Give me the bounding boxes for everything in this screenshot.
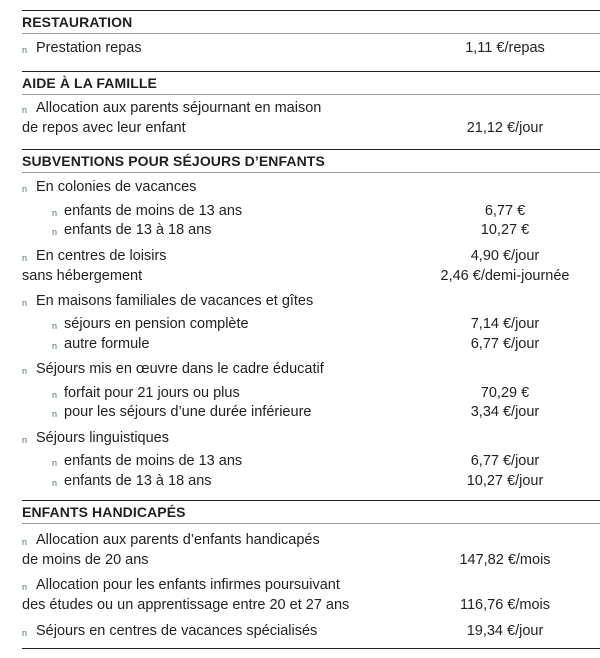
bullet-icon: n bbox=[22, 298, 28, 308]
item-label-line1: En centres de loisirs bbox=[36, 248, 167, 264]
sub-item-value: 3,34 €/jour bbox=[470, 404, 540, 420]
item-label: Séjours mis en œuvre dans le cadre éducatif bbox=[36, 361, 324, 377]
sub-bullet-icon: n bbox=[52, 458, 58, 468]
bullet-icon: n bbox=[22, 45, 28, 55]
sub-bullet-icon: n bbox=[52, 341, 58, 351]
item-label: Séjours linguistiques bbox=[36, 430, 169, 446]
sub-item-label: enfants de 13 à 18 ans bbox=[64, 222, 212, 238]
section-top-rule bbox=[22, 10, 600, 11]
bullet-icon: n bbox=[22, 435, 28, 445]
bullet-icon: n bbox=[22, 184, 28, 194]
section-title-aide-famille: AIDE À LA FAMILLE bbox=[22, 75, 157, 91]
sub-item-label: pour les séjours d’une durée inférieure bbox=[64, 404, 312, 420]
item-label-line1: Allocation pour les enfants infirmes poursuivant bbox=[36, 577, 340, 593]
section-divider bbox=[22, 172, 600, 173]
section-bottom-rule bbox=[22, 648, 600, 649]
section-title-subventions: SUBVENTIONS POUR SÉJOURS D’ENFANTS bbox=[22, 153, 325, 169]
section-divider bbox=[22, 33, 600, 34]
sub-item-value: 7,14 €/jour bbox=[470, 316, 540, 332]
item-value-line2: 2,46 €/demi-journée bbox=[440, 268, 570, 284]
item-label-line2: de moins de 20 ans bbox=[22, 552, 149, 568]
item-label-line2: sans hébergement bbox=[22, 268, 143, 284]
sub-bullet-icon: n bbox=[52, 409, 58, 419]
item-value: 1,11 €/repas bbox=[465, 40, 545, 56]
sub-item-value: 10,27 € bbox=[480, 222, 530, 238]
bullet-icon: n bbox=[22, 628, 28, 638]
sub-bullet-icon: n bbox=[52, 227, 58, 237]
item-label: En maisons familiales de vacances et gîtes bbox=[36, 293, 314, 309]
bullet-icon: n bbox=[22, 537, 28, 547]
section-divider bbox=[22, 94, 600, 95]
section-top-rule bbox=[22, 149, 600, 150]
sub-item-value: 6,77 €/jour bbox=[470, 453, 540, 469]
item-label-line2: de repos avec leur enfant bbox=[22, 120, 186, 136]
section-title-restauration: RESTAURATION bbox=[22, 14, 133, 30]
sub-item-value: 6,77 € bbox=[484, 203, 526, 219]
section-top-rule bbox=[22, 71, 600, 72]
bullet-icon: n bbox=[22, 582, 28, 592]
sub-item-label: enfants de moins de 13 ans bbox=[64, 453, 243, 469]
sub-item-value: 70,29 € bbox=[480, 385, 530, 401]
item-label-line1: Allocation aux parents séjournant en maison bbox=[36, 100, 322, 116]
bullet-icon: n bbox=[22, 253, 28, 263]
section-title-enfants-handicapes: ENFANTS HANDICAPÉS bbox=[22, 504, 186, 520]
section-top-rule bbox=[22, 500, 600, 501]
sub-item-label: autre formule bbox=[64, 336, 150, 352]
sub-item-label: enfants de moins de 13 ans bbox=[64, 203, 243, 219]
sub-item-value: 6,77 €/jour bbox=[470, 336, 540, 352]
item-label: Prestation repas bbox=[36, 40, 142, 56]
item-label-line1: Allocation aux parents d’enfants handicapés bbox=[36, 532, 320, 548]
sub-item-label: forfait pour 21 jours ou plus bbox=[64, 385, 240, 401]
item-label: Séjours en centres de vacances spécialisés bbox=[36, 623, 318, 639]
sub-bullet-icon: n bbox=[52, 321, 58, 331]
item-value: 19,34 €/jour bbox=[466, 623, 544, 639]
sub-bullet-icon: n bbox=[52, 208, 58, 218]
item-value: 116,76 €/mois bbox=[459, 597, 550, 613]
item-value: 21,12 €/jour bbox=[466, 120, 544, 136]
item-value-line1: 4,90 €/jour bbox=[470, 248, 540, 264]
item-label-line2: des études ou un apprentissage entre 20 et 27 ans bbox=[22, 597, 350, 613]
item-value: 147,82 €/mois bbox=[459, 552, 551, 568]
item-label: En colonies de vacances bbox=[36, 179, 197, 195]
sub-bullet-icon: n bbox=[52, 478, 58, 488]
bullet-icon: n bbox=[22, 105, 28, 115]
bullet-icon: n bbox=[22, 366, 28, 376]
sub-item-label: séjours en pension complète bbox=[64, 316, 249, 332]
section-divider bbox=[22, 523, 600, 524]
sub-item-value: 10,27 €/jour bbox=[466, 473, 544, 489]
sub-bullet-icon: n bbox=[52, 390, 58, 400]
sub-item-label: enfants de 13 à 18 ans bbox=[64, 473, 212, 489]
